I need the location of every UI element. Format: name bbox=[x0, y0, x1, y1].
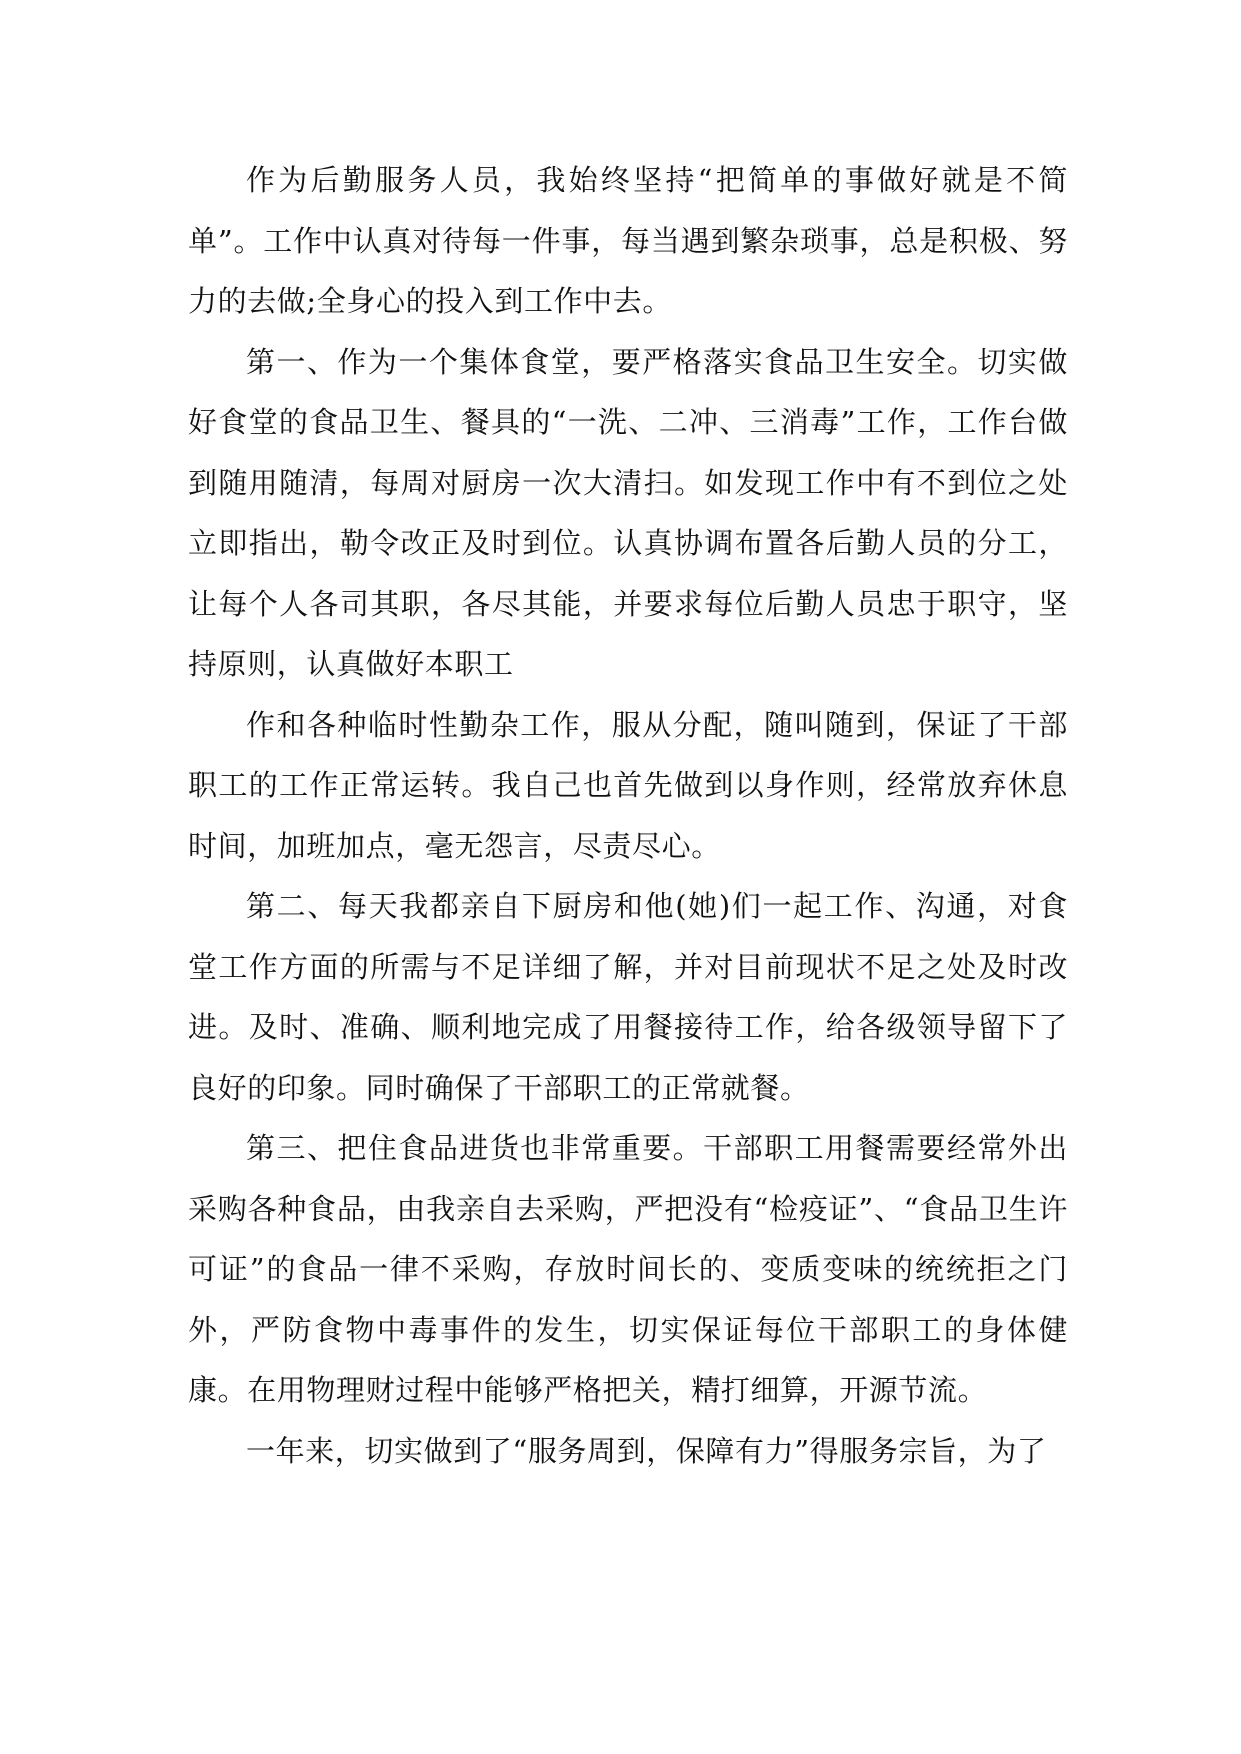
document-body bbox=[188, 150, 1068, 1481]
paragraph-3: 作和各种临时性勤杂工作，服从分配，随叫随到，保证了干部职工的工作正常运转。我自己也首先做到以身作则，经常放弃休息时间，加班加点，毫无怨言，尽责尽心。 bbox=[188, 707, 1068, 863]
paragraph-5: 第三、把住食品进货也非常重要。干部职工用餐需要经常外出采购各种食品，由我亲自去采购，严把没有“检疫证”、“食品卫生许可证”的食品一律不采购，存放时间长的、变质变味的统统拒之门外，严防食物中毒事件的发生，切实保证每位干部职工的身体健康。在用物理财过程中能够严格把关，精打细算，开源节流。 bbox=[188, 1131, 1068, 1407]
paragraph-6: 一年来，切实做到了“服务周到，保障有力”得服务宗旨，为了 bbox=[246, 1433, 1047, 1468]
paragraph-2: 第一、作为一个集体食堂，要严格落实食品卫生安全。切实做好食堂的食品卫生、餐具的“一洗、二冲、三消毒”工作，工作台做到随用随清，每周对厨房一次大清扫。如发现工作中有不到位之处立即指出，勒令改正及时到位。认真协调布置各后勤人员的分工，让每个人各司其职，各尽其能，并要求每位后勤人员忠于职守，坚持原则，认真做好本职工 bbox=[188, 344, 1068, 681]
paragraph-1: 作为后勤服务人员，我始终坚持“把简单的事做好就是不简单”。工作中认真对待每一件事，每当遇到繁杂琐事，总是积极、努力的去做;全身心的投入到工作中去。 bbox=[188, 163, 1068, 318]
paragraph-4: 第二、每天我都亲自下厨房和他(她)们一起工作、沟通，对食堂工作方面的所需与不足详细了解，并对目前现状不足之处及时改进。及时、准确、顺利地完成了用餐接待工作，给各级领导留下了良好的印象。同时确保了干部职工的正常就餐。 bbox=[188, 889, 1068, 1105]
